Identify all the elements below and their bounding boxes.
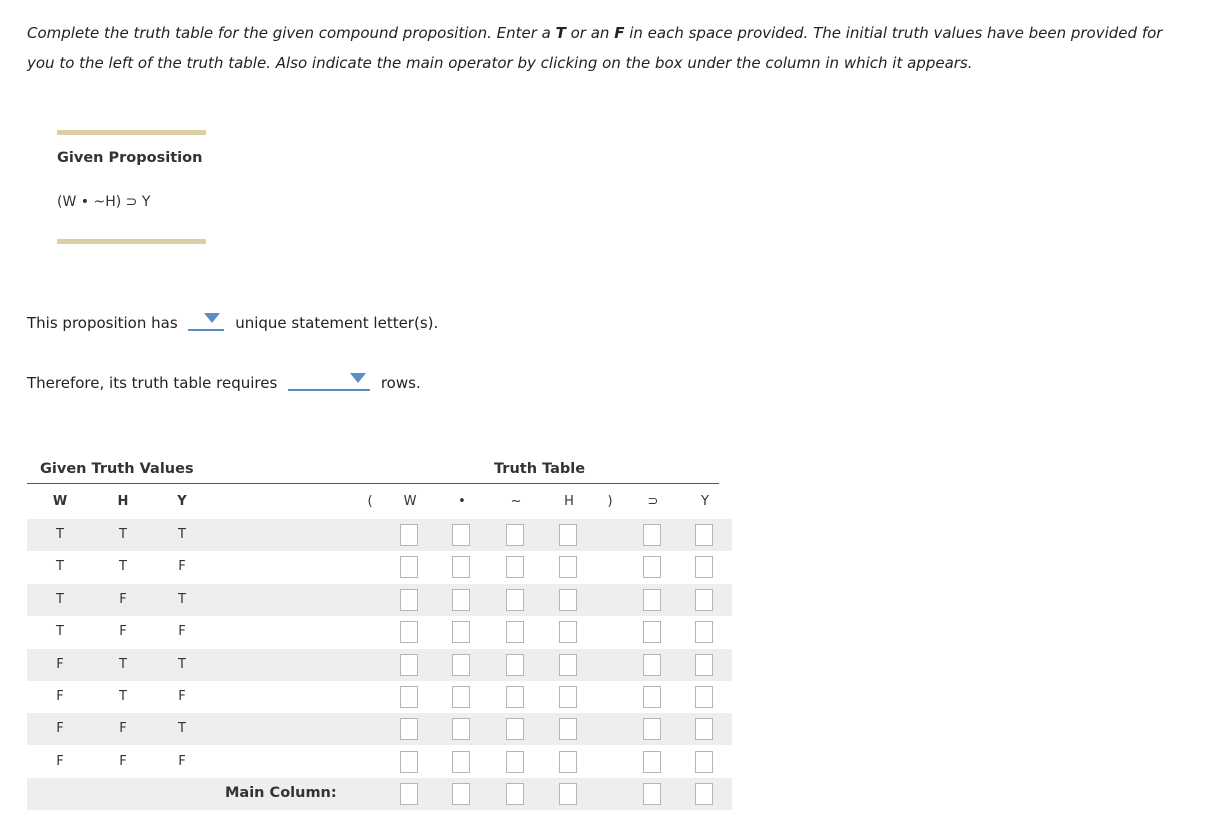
given-truth-value: T	[119, 656, 127, 672]
truth-value-input[interactable]	[506, 654, 524, 676]
truth-value-input[interactable]	[452, 686, 470, 708]
truth-value-input[interactable]	[452, 621, 470, 643]
tt-col-header: )	[607, 494, 613, 509]
header-divider	[27, 483, 719, 484]
main-column-selector[interactable]	[506, 783, 524, 805]
truth-value-input[interactable]	[506, 621, 524, 643]
table-row	[27, 584, 732, 616]
truth-value-input[interactable]	[506, 589, 524, 611]
given-truth-value: F	[178, 753, 186, 769]
given-truth-value: T	[56, 527, 64, 542]
instructions-t: T	[555, 24, 566, 42]
truth-value-input[interactable]	[400, 589, 418, 611]
given-proposition-panel	[57, 130, 206, 210]
main-column-selector[interactable]	[559, 783, 577, 805]
truth-value-input[interactable]	[643, 654, 661, 676]
tt-col-header: W	[403, 494, 417, 509]
given-col-header: W	[52, 494, 68, 509]
given-truth-value: F	[56, 656, 64, 672]
truth-value-input[interactable]	[452, 556, 470, 578]
rows-question	[27, 371, 421, 392]
rows-dropdown[interactable]	[288, 371, 370, 391]
given-truth-value: F	[178, 689, 186, 704]
truth-value-input[interactable]	[400, 621, 418, 643]
truth-value-input[interactable]	[400, 556, 418, 578]
truth-value-input[interactable]	[643, 718, 661, 740]
table-row	[27, 649, 732, 681]
divider	[57, 130, 206, 135]
table-row	[27, 616, 732, 648]
truth-value-input[interactable]	[643, 556, 661, 578]
truth-value-input[interactable]	[695, 556, 713, 578]
truth-value-input[interactable]	[643, 524, 661, 546]
given-col-header: Y	[177, 494, 187, 509]
truth-value-input[interactable]	[400, 524, 418, 546]
given-proposition-title: Given Proposition	[57, 150, 203, 166]
table-row	[27, 551, 732, 583]
dropdown-arrow-icon	[350, 373, 366, 383]
table-row	[27, 746, 732, 778]
dropdown-arrow-icon	[204, 313, 220, 323]
tt-col-header: H	[564, 494, 574, 509]
truth-value-input[interactable]	[643, 686, 661, 708]
truth-value-input[interactable]	[506, 524, 524, 546]
instructions-f: F	[614, 24, 625, 42]
tt-col-header: ⊃	[647, 494, 659, 509]
truth-value-input[interactable]	[695, 751, 713, 773]
given-truth-value: F	[56, 721, 64, 737]
given-truth-value: T	[178, 656, 186, 672]
truth-value-input[interactable]	[695, 589, 713, 611]
statement-letters-dropdown[interactable]	[188, 311, 224, 331]
instructions-text: in each space provided. The initial truth values have been provided for you to the left of the truth table. Also indicate the main operator by clicking on the box under the column in which it appears.	[27, 24, 1163, 72]
given-truth-value: T	[178, 527, 186, 542]
table-row	[27, 519, 732, 551]
instructions-text: or an	[565, 24, 615, 42]
question-text: rows.	[380, 374, 421, 392]
tt-col-header: (	[367, 494, 373, 509]
given-truth-value: F	[178, 624, 186, 640]
truth-value-input[interactable]	[559, 654, 577, 676]
truth-value-input[interactable]	[506, 718, 524, 740]
truth-value-input[interactable]	[400, 718, 418, 740]
given-truth-value: T	[178, 721, 186, 737]
truth-value-input[interactable]	[452, 718, 470, 740]
truth-value-input[interactable]	[695, 524, 713, 546]
divider	[57, 239, 206, 244]
question-text: Therefore, its truth table requires	[27, 374, 278, 392]
truth-value-input[interactable]	[506, 556, 524, 578]
truth-value-input[interactable]	[506, 686, 524, 708]
truth-value-input[interactable]	[559, 686, 577, 708]
given-truth-value: F	[56, 689, 64, 704]
table-row	[27, 713, 732, 745]
given-truth-value: T	[119, 527, 127, 542]
table-row	[27, 681, 732, 713]
truth-value-input[interactable]	[452, 751, 470, 773]
truth-value-input[interactable]	[452, 654, 470, 676]
truth-value-input[interactable]	[452, 524, 470, 546]
truth-value-input[interactable]	[695, 654, 713, 676]
truth-value-input[interactable]	[559, 524, 577, 546]
truth-value-input[interactable]	[559, 718, 577, 740]
tt-col-header: ~	[510, 494, 522, 509]
truth-value-input[interactable]	[506, 751, 524, 773]
statement-letters-question	[27, 311, 438, 332]
main-column-selector[interactable]	[452, 783, 470, 805]
question-text: unique statement letter(s).	[235, 314, 439, 332]
truth-value-input[interactable]	[695, 621, 713, 643]
given-truth-value: T	[56, 624, 64, 640]
given-truth-value: F	[178, 559, 186, 575]
given-truth-value: F	[119, 753, 127, 769]
truth-value-input[interactable]	[400, 686, 418, 708]
given-truth-value: F	[56, 753, 64, 769]
truth-value-input[interactable]	[695, 686, 713, 708]
given-truth-value: T	[178, 591, 186, 607]
given-truth-value: F	[119, 591, 127, 607]
truth-value-input[interactable]	[643, 589, 661, 611]
instructions-text: Complete the truth table for the given compound proposition. Enter a	[27, 24, 556, 42]
truth-value-input[interactable]	[559, 751, 577, 773]
truth-value-input[interactable]	[643, 751, 661, 773]
given-truth-value: T	[56, 559, 64, 575]
truth-value-input[interactable]	[400, 654, 418, 676]
given-truth-value: T	[119, 559, 127, 575]
truth-value-input[interactable]	[559, 621, 577, 643]
truth-table-header: Truth Table	[494, 461, 586, 477]
given-proposition-formula: (W • ~H) ⊃ Y	[57, 194, 151, 210]
given-truth-value: F	[119, 624, 127, 640]
main-column-selector[interactable]	[695, 783, 713, 805]
tt-col-header: •	[458, 494, 466, 509]
main-column-row	[27, 778, 732, 810]
given-truth-values-header: Given Truth Values	[40, 461, 194, 477]
main-column-selector[interactable]	[643, 783, 661, 805]
main-column-label: Main Column:	[225, 785, 337, 802]
truth-value-input[interactable]	[452, 589, 470, 611]
question-text: This proposition has	[27, 314, 178, 332]
tt-col-header: Y	[701, 494, 709, 509]
truth-value-input[interactable]	[643, 621, 661, 643]
truth-value-input[interactable]	[559, 589, 577, 611]
instructions	[27, 18, 1187, 78]
given-truth-value: T	[119, 689, 127, 704]
main-column-selector[interactable]	[400, 783, 418, 805]
given-truth-value: F	[119, 721, 127, 737]
truth-value-input[interactable]	[400, 751, 418, 773]
given-truth-value: T	[56, 591, 64, 607]
given-col-header: H	[117, 494, 129, 509]
truth-value-input[interactable]	[559, 556, 577, 578]
truth-value-input[interactable]	[695, 718, 713, 740]
